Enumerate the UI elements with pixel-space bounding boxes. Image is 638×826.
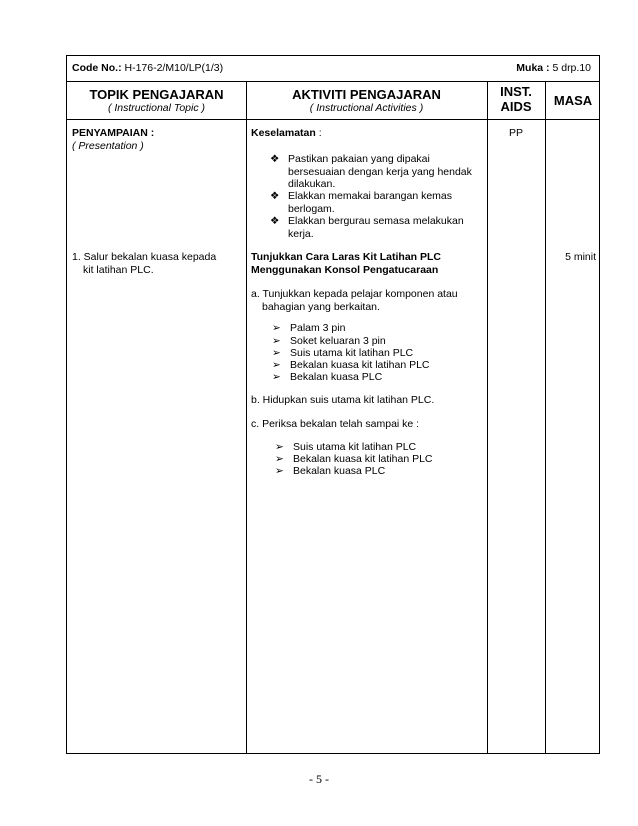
step-b: b. Hidupkan suis utama kit latihan PLC.	[251, 394, 435, 406]
time-column-header	[545, 93, 601, 108]
presentation-label: PENYAMPAIAN :	[72, 127, 155, 139]
diamond-bullet-icon: ❖	[270, 153, 280, 165]
step-a-item-text: Palam 3 pin	[290, 322, 346, 334]
safety-colon: :	[315, 127, 322, 139]
topic-subtitle: ( Instructional Topic )	[107, 102, 206, 114]
arrow-bullet-icon: ➢	[272, 335, 281, 347]
safety-item	[270, 190, 485, 216]
time-title: MASA	[553, 93, 593, 108]
diamond-bullet-icon: ❖	[270, 190, 280, 202]
arrow-bullet-icon: ➢	[272, 347, 281, 359]
presentation-subtitle: ( Presentation )	[72, 140, 144, 152]
step-a-item-text: Bekalan kuasa kit latihan PLC	[290, 359, 430, 371]
lesson-plan-table	[66, 55, 600, 754]
topic-column-header	[67, 87, 246, 114]
topic-1-line1: 1. Salur bekalan kuasa kepada	[72, 251, 217, 263]
aids-title-line1: INST.	[500, 84, 532, 99]
step-a-item-text: Bekalan kuasa PLC	[290, 371, 383, 383]
step-c-item	[275, 465, 475, 478]
topic-1-line2: kit latihan PLC.	[83, 264, 154, 276]
code-label: Code No.:	[72, 62, 122, 74]
code-value: H-176-2/M10/LP(1/3)	[124, 62, 224, 74]
step-a-line1: a. Tunjukkan kepada pelajar komponen atau	[251, 288, 458, 300]
safety-label: Keselamatan	[251, 127, 316, 139]
activity-title-line2: Menggunakan Konsol Pengatucaraan	[251, 264, 439, 276]
arrow-bullet-icon: ➢	[275, 441, 284, 453]
column-divider	[487, 81, 488, 753]
activity-title-line1: Tunjukkan Cara Laras Kit Latihan PLC	[251, 251, 442, 263]
safety-item-text: Elakkan memakai barangan kemas berlogam.	[288, 190, 453, 215]
page-indicator	[516, 62, 591, 75]
step-a-line2: bahagian yang berkaitan.	[262, 301, 380, 313]
page-number: - 5 -	[309, 772, 329, 786]
aids-title-line2: AIDS	[500, 99, 532, 114]
step-c-item-text: Suis utama kit latihan PLC	[293, 441, 417, 453]
code-number	[72, 62, 223, 75]
row-divider	[67, 81, 599, 82]
instructional-aid-value: PP	[508, 127, 523, 139]
safety-item	[270, 153, 485, 191]
column-divider	[246, 81, 247, 753]
column-divider	[545, 81, 546, 753]
safety-item-text: Pastikan pakaian yang dipakai bersesuaian dengan kerja yang hendak dilakukan.	[288, 153, 472, 190]
topic-title: TOPIK PENGAJARAN	[89, 87, 224, 102]
page-value: 5 drp.10	[552, 62, 591, 74]
safety-item	[270, 215, 485, 241]
activity-column-header	[246, 87, 487, 114]
activity-title: AKTIVITI PENGAJARAN	[292, 87, 441, 102]
step-a-item	[272, 371, 472, 384]
diamond-bullet-icon: ❖	[270, 215, 280, 227]
activity-subtitle: ( Instructional Activities )	[309, 102, 424, 114]
page-label: Muka :	[516, 62, 550, 74]
arrow-bullet-icon: ➢	[272, 371, 281, 383]
row-divider	[67, 119, 599, 120]
arrow-bullet-icon: ➢	[275, 465, 284, 477]
step-a-item-text: Suis utama kit latihan PLC	[290, 347, 414, 359]
arrow-bullet-icon: ➢	[275, 453, 284, 465]
step-a-item	[272, 322, 472, 335]
aids-column-header	[487, 84, 545, 114]
safety-heading	[251, 127, 322, 140]
arrow-bullet-icon: ➢	[272, 322, 281, 334]
time-value: 5 minit	[565, 251, 596, 263]
arrow-bullet-icon: ➢	[272, 359, 281, 371]
step-c: c. Periksa bekalan telah sampai ke :	[251, 418, 420, 430]
safety-item-text: Elakkan bergurau semasa melakukan kerja.	[288, 215, 464, 240]
step-c-item-text: Bekalan kuasa kit latihan PLC	[293, 453, 433, 465]
step-c-item-text: Bekalan kuasa PLC	[293, 465, 386, 477]
step-a-item-text: Soket keluaran 3 pin	[290, 335, 386, 347]
